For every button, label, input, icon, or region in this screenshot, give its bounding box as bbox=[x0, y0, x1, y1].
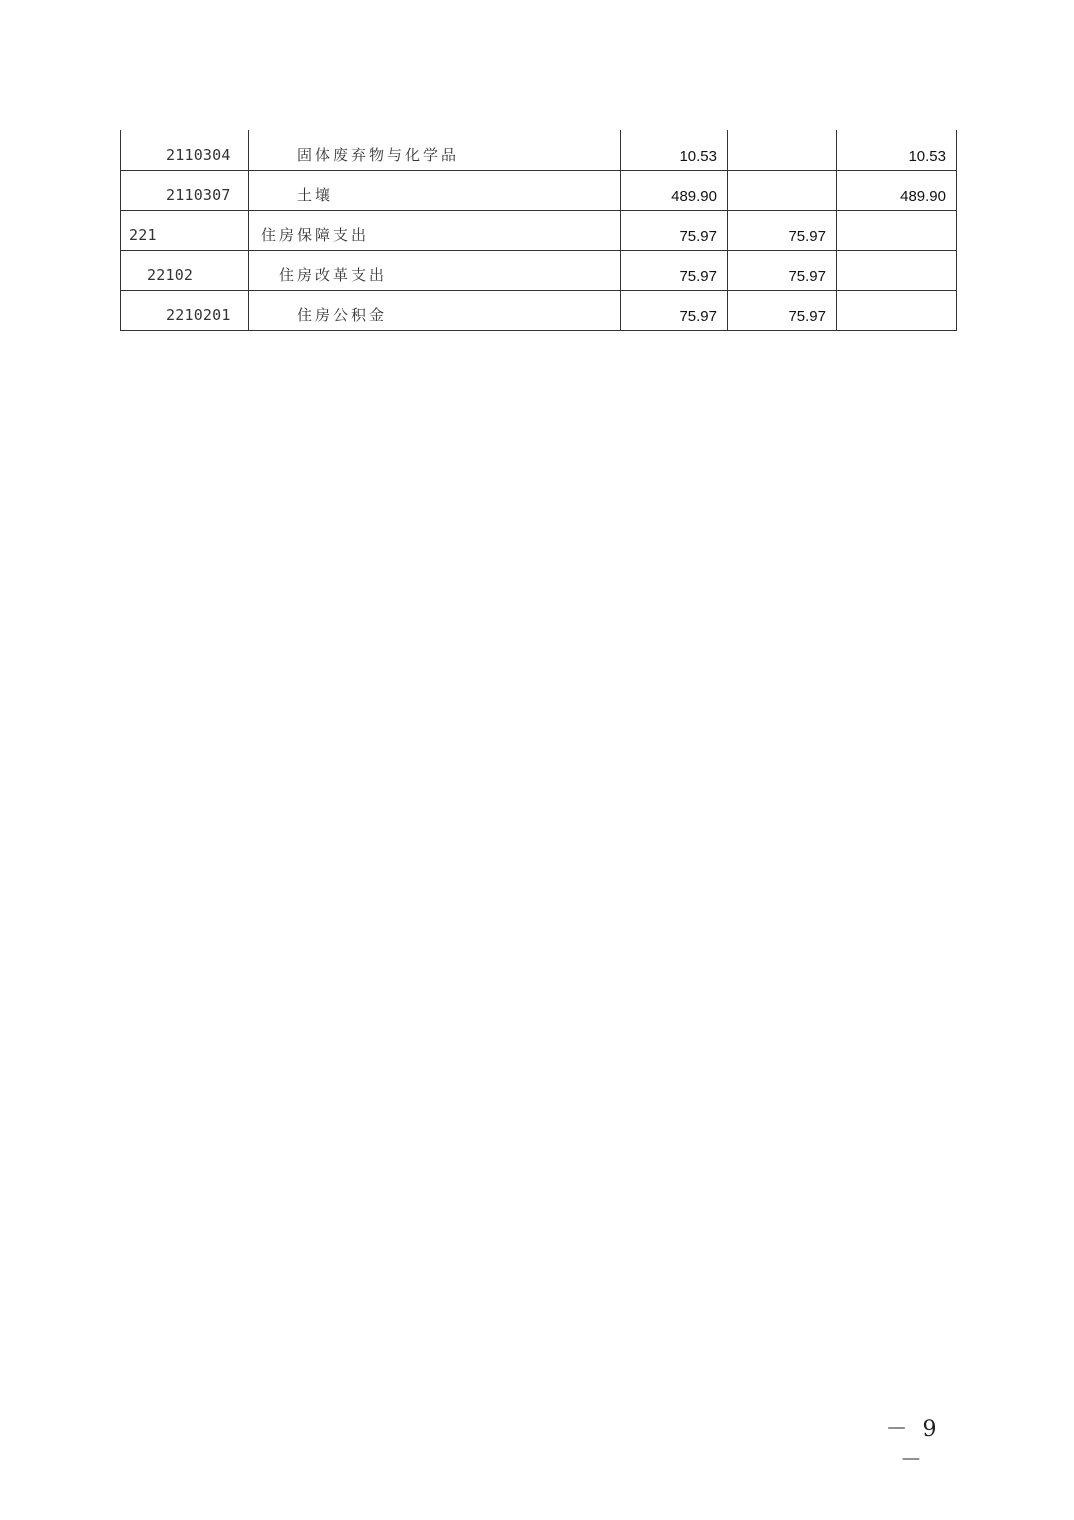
subject-name-cell bbox=[249, 170, 621, 210]
basic-expenditure: 75.97 bbox=[728, 290, 837, 330]
basic-expenditure bbox=[728, 130, 837, 170]
subject-code: 2110307 bbox=[166, 185, 231, 204]
table-row bbox=[121, 210, 957, 250]
total-amount: 75.97 bbox=[621, 250, 728, 290]
subject-name-cell bbox=[249, 130, 621, 170]
subject-code-cell bbox=[121, 250, 249, 290]
subject-name: 土壤 bbox=[297, 185, 334, 204]
subject-name: 住房保障支出 bbox=[261, 225, 370, 244]
total-amount: 10.53 bbox=[621, 130, 728, 170]
subject-code-cell bbox=[121, 130, 249, 170]
subject-code: 221 bbox=[129, 225, 157, 244]
total-amount: 489.90 bbox=[621, 170, 728, 210]
subject-code-cell bbox=[121, 290, 249, 330]
table-row bbox=[121, 170, 957, 210]
basic-expenditure: 75.97 bbox=[728, 210, 837, 250]
subject-code-cell bbox=[121, 210, 249, 250]
table-row bbox=[121, 250, 957, 290]
project-expenditure bbox=[837, 290, 957, 330]
project-expenditure: 489.90 bbox=[837, 170, 957, 210]
total-amount: 75.97 bbox=[621, 290, 728, 330]
subject-name: 住房改革支出 bbox=[279, 265, 388, 284]
subject-code: 2110304 bbox=[166, 145, 231, 164]
subject-code: 2210201 bbox=[166, 305, 231, 324]
project-expenditure bbox=[837, 210, 957, 250]
subject-name-cell bbox=[249, 210, 621, 250]
subject-code-cell bbox=[121, 170, 249, 210]
subject-name-cell bbox=[249, 290, 621, 330]
subject-code: 22102 bbox=[147, 265, 194, 284]
budget-expenditure-table bbox=[120, 130, 957, 331]
project-expenditure: 10.53 bbox=[837, 130, 957, 170]
table-row bbox=[121, 130, 957, 170]
basic-expenditure: 75.97 bbox=[728, 250, 837, 290]
basic-expenditure bbox=[728, 170, 837, 210]
page-number: － 9 － bbox=[885, 1417, 941, 1473]
project-expenditure bbox=[837, 250, 957, 290]
subject-name: 住房公积金 bbox=[297, 305, 388, 324]
subject-name: 固体废弃物与化学品 bbox=[297, 145, 460, 164]
subject-name-cell bbox=[249, 250, 621, 290]
total-amount: 75.97 bbox=[621, 210, 728, 250]
table-row bbox=[121, 290, 957, 330]
